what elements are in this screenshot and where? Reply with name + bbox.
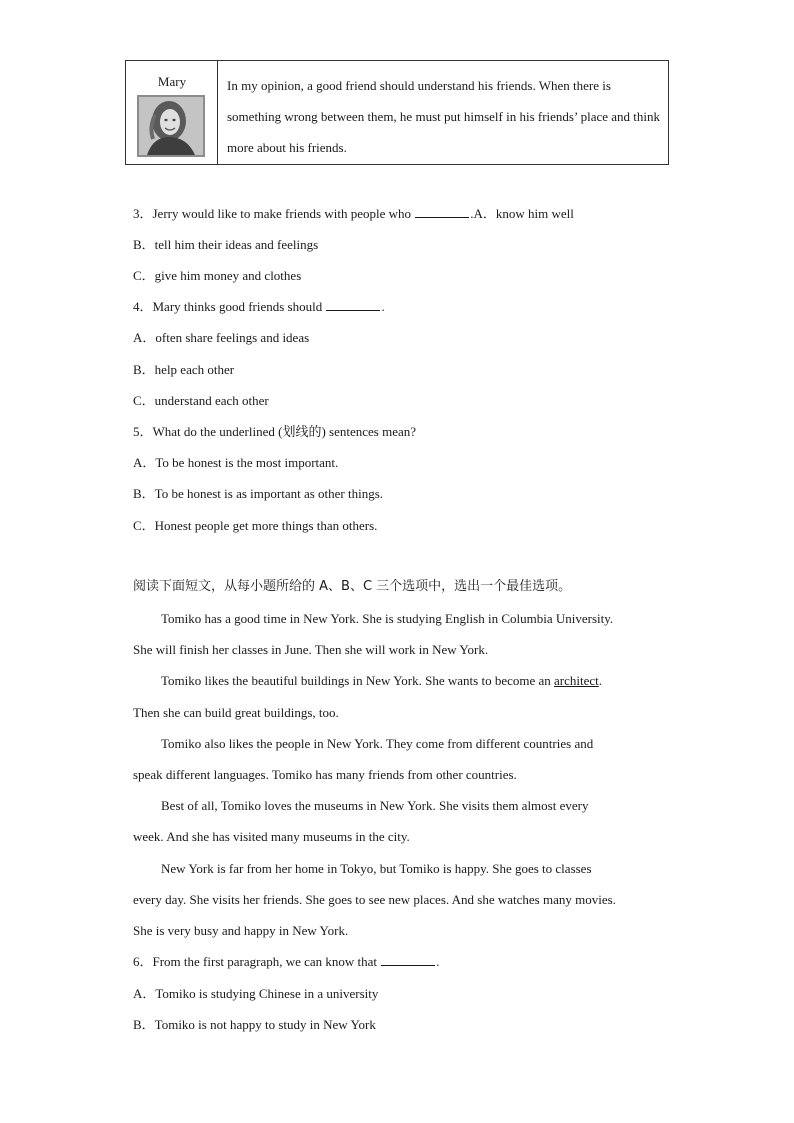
passage-para-3-line-2: speak different languages. Tomiko has many friends from other countries. xyxy=(133,767,517,782)
question-5-option-c: C．Honest people get more things than others. xyxy=(133,518,378,533)
question-5-option-b: B．To be honest is as important as other things. xyxy=(133,486,384,501)
passage-para-1-line-1: Tomiko has a good time in New York. She is studying English in Columbia University. xyxy=(161,611,614,626)
question-3 xyxy=(133,205,574,223)
passage-para-2-line-1 xyxy=(161,672,602,690)
question-3-stem: 3．Jerry would like to make friends with people who xyxy=(133,206,411,221)
question-6 xyxy=(133,953,440,971)
passage-para-2-period: . xyxy=(598,673,603,688)
question-4-option-b: B．help each other xyxy=(133,362,235,377)
passage-para-4-line-1: Best of all, Tomiko loves the museums in New York. She visits them almost every xyxy=(161,798,589,813)
passage-para-3-line-1: Tomiko also likes the people in New York. They come from different countries and xyxy=(161,736,594,751)
profile-name: Mary xyxy=(157,74,187,89)
question-4-stem: 4．Mary thinks good friends should xyxy=(133,299,323,314)
passage-para-1-line-2: She will finish her classes in June. Then she will work in New York. xyxy=(133,642,489,657)
profile-opinion: In my opinion, a good friend should understand his friends. When there is something wrong between them, he must put himself in his friends’ place and think more about his friends. xyxy=(227,78,661,155)
portrait-image xyxy=(139,97,203,155)
passage-para-5-line-2: every day. She visits her friends. She goes to see new places. And she watches many movies. xyxy=(133,892,616,907)
underlined-word: architect xyxy=(554,673,599,688)
question-3-option-b: B．tell him their ideas and feelings xyxy=(133,237,319,252)
question-5-stem: 5．What do the underlined (划线的) sentences mean? xyxy=(133,424,417,439)
question-3-option-c: C．give him money and clothes xyxy=(133,268,302,283)
question-4-period: . xyxy=(381,299,385,314)
profile-cell xyxy=(126,61,218,164)
answer-blank xyxy=(326,298,380,311)
question-6-option-a: A．Tomiko is studying Chinese in a university xyxy=(133,986,379,1001)
reading-instructions: 阅读下面短文，从每小题所给的 A、B、C 三个选项中，选出一个最佳选项。 xyxy=(133,579,572,594)
question-6-period: . xyxy=(436,954,440,969)
question-4-option-c: C．understand each other xyxy=(133,393,269,408)
passage-para-4-line-2: week. And she has visited many museums in the city. xyxy=(133,829,410,844)
answer-blank xyxy=(415,205,469,218)
profile-photo xyxy=(137,95,205,157)
question-4-option-a: A．often share feelings and ideas xyxy=(133,330,310,345)
answer-blank xyxy=(381,953,435,966)
question-6-option-b: B．Tomiko is not happy to study in New York xyxy=(133,1017,376,1032)
question-6-stem: 6．From the first paragraph, we can know that xyxy=(133,954,378,969)
passage-para-5-line-1: New York is far from her home in Tokyo, but Tomiko is happy. She goes to classes xyxy=(161,861,592,876)
passage-para-2-text: Tomiko likes the beautiful buildings in New York. She wants to become an xyxy=(161,673,555,688)
profile-table xyxy=(125,60,669,165)
question-5-option-a: A．To be honest is the most important. xyxy=(133,455,339,470)
passage-para-2-line-2: Then she can build great buildings, too. xyxy=(133,705,339,720)
question-4 xyxy=(133,298,385,316)
question-3-option-a: .A．know him well xyxy=(470,206,574,221)
passage-para-5-line-3: She is very busy and happy in New York. xyxy=(133,923,349,938)
